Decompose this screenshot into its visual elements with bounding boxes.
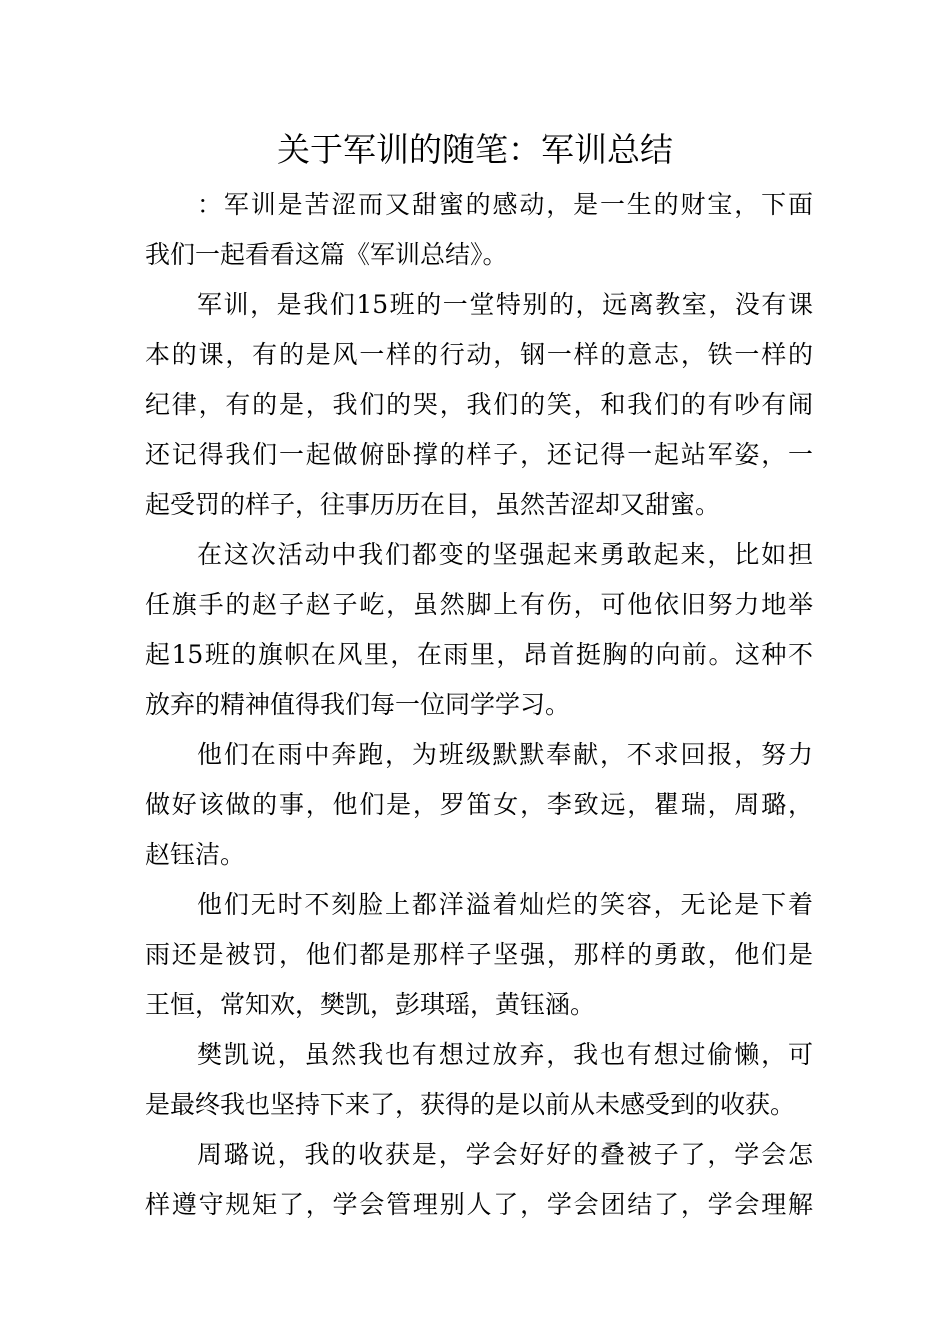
paragraph-line: 雨还是被罚，他们都是那样子坚强，那样的勇敢，他们是: [145, 940, 813, 969]
paragraph-line: 樊凯说，虽然我也有想过放弃，我也有想过偷懒，可: [197, 1040, 813, 1069]
paragraph-line: ：军训是苦涩而又甜蜜的感动，是一生的财宝，下面: [197, 190, 813, 219]
paragraph-line: 是最终我也坚持下来了，获得的是以前从未感受到的收获。: [145, 1090, 796, 1119]
paragraph-line: 还记得我们一起做俯卧撑的样子，还记得一起站军姿，一: [145, 440, 813, 469]
paragraph-4: [145, 880, 813, 1030]
paragraph-line: 任旗手的赵子赵子屹，虽然脚上有伤，可他依旧努力地举: [145, 590, 813, 619]
paragraph-line: 王恒，常知欢，樊凯，彭琪瑶，黄钰涵。: [145, 990, 596, 1019]
paragraph-line: 样遵守规矩了，学会管理别人了，学会团结了，学会理解: [145, 1190, 813, 1219]
paragraph-line: 军训，是我们15班的一堂特别的，远离教室，没有课: [197, 290, 813, 319]
paragraph-line: 本的课，有的是风一样的行动，钢一样的意志，铁一样的: [145, 340, 813, 369]
paragraph-line: 我们一起看看这篇《军训总结》。: [145, 240, 508, 269]
document-body: [145, 180, 813, 1230]
paragraph-line: 做好该做的事，他们是，罗笛女，李致远，瞿瑞，周璐，: [145, 790, 813, 819]
document-title: 关于军训的随笔：军训总结: [277, 130, 673, 169]
paragraph-3: [145, 730, 813, 880]
paragraph-line: 赵钰洁。: [145, 840, 246, 869]
paragraph-5: [145, 1030, 813, 1130]
paragraph-line: 周璐说，我的收获是，学会好好的叠被子了，学会怎: [197, 1140, 813, 1169]
paragraph-1: [145, 280, 813, 530]
paragraph-line: 起15班的旗帜在风里，在雨里，昂首挺胸的向前。这种不: [145, 640, 813, 669]
paragraph-line: 起受罚的样子，往事历历在目，虽然苦涩却又甜蜜。: [145, 490, 721, 519]
paragraph-line: 在这次活动中我们都变的坚强起来勇敢起来，比如担: [197, 540, 813, 569]
paragraph-6: [145, 1130, 813, 1230]
paragraph-intro: [145, 180, 813, 280]
paragraph-line: 他们无时不刻脸上都洋溢着灿烂的笑容，无论是下着: [197, 890, 813, 919]
paragraph-line: 纪律，有的是，我们的哭，我们的笑，和我们的有吵有闹: [145, 390, 813, 419]
paragraph-line: 放弃的精神值得我们每一位同学学习。: [145, 690, 571, 719]
paragraph-2: [145, 530, 813, 730]
paragraph-line: 他们在雨中奔跑，为班级默默奉献，不求回报，努力: [197, 740, 813, 769]
